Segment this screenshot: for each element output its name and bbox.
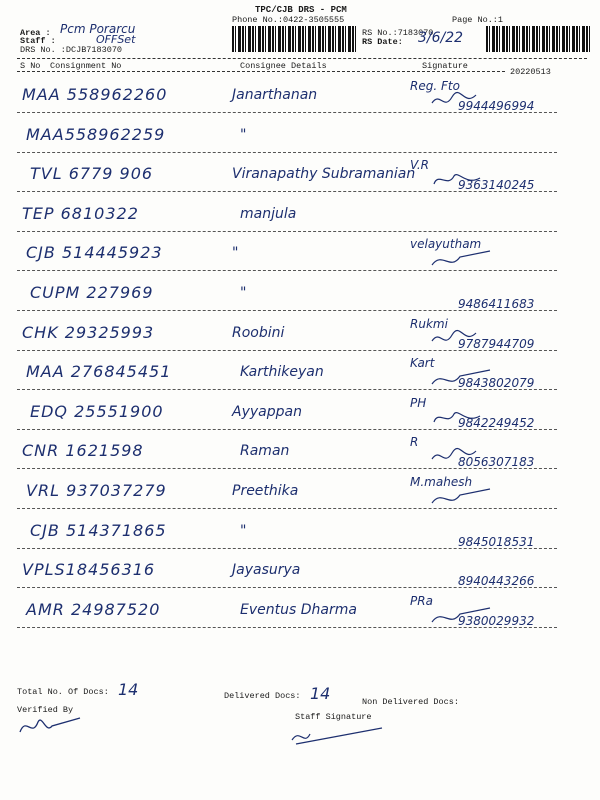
column-divider	[17, 71, 505, 72]
row-divider	[17, 191, 557, 192]
recipient-phone: 9787944709	[458, 336, 535, 351]
recipient-signature: R	[410, 435, 419, 450]
total-docs-label: Total No. Of Docs:	[17, 687, 109, 697]
consignee-name: Viranapathy Subramanian	[232, 166, 416, 183]
barcode-left	[232, 26, 356, 52]
row-divider	[17, 231, 557, 232]
staff-signature	[286, 722, 386, 750]
delivered-docs-label: Delivered Docs:	[224, 691, 301, 701]
staff-value: OFFSet	[96, 33, 136, 46]
rs-date-value: 3/6/22	[418, 30, 464, 46]
consignment-number: CJB 514445923	[26, 243, 163, 263]
row-divider	[17, 627, 557, 628]
phone-number: Phone No.:0422-3505555	[232, 15, 345, 25]
document-title: TPC/CJB DRS - PCM	[255, 5, 347, 15]
consignment-number: MAA 276845451	[26, 362, 172, 382]
drs-number: DRS No. :DCJB7183070	[20, 45, 123, 55]
row-divider	[17, 112, 557, 113]
row-divider	[17, 350, 557, 351]
row-divider	[17, 270, 557, 271]
column-consignee: Consignee Details	[240, 61, 327, 71]
consignment-number: CNR 1621598	[22, 441, 144, 461]
staff-signature-label: Staff Signature	[295, 712, 372, 722]
consignment-number: CUPM 227969	[30, 283, 154, 302]
recipient-phone: 9843802079	[458, 376, 535, 391]
consignment-number: TEP 6810322	[22, 203, 139, 223]
verified-by-label: Verified By	[17, 705, 74, 715]
row-divider	[17, 587, 557, 588]
consignee-name: Preethika	[232, 483, 299, 499]
consignee-name: Janarthanan	[232, 87, 318, 103]
consignment-number: MAA558962259	[26, 124, 166, 144]
delivered-docs-value: 14	[310, 684, 331, 703]
recipient-signature: Kart	[410, 356, 435, 371]
row-divider	[17, 389, 557, 390]
recipient-phone: 9842249452	[458, 415, 535, 430]
column-signature: Signature	[422, 61, 468, 71]
consignment-number: AMR 24987520	[26, 599, 161, 619]
row-divider	[17, 429, 557, 430]
row-divider	[17, 548, 557, 549]
row-divider	[17, 508, 557, 509]
consignee-name: Eventus Dharma	[240, 601, 357, 618]
consignee-name: manjula	[240, 205, 297, 222]
barcode-right	[486, 26, 590, 52]
consignment-number: CJB 514371865	[30, 520, 167, 540]
staff-label: Staff :	[20, 36, 56, 46]
consignment-number: TVL 6779 906	[30, 164, 154, 184]
verified-signature	[16, 712, 86, 742]
recipient-phone: 9486411683	[458, 297, 535, 311]
consignee-name: Ayyappan	[232, 403, 302, 420]
recipient-signature: PRa	[410, 593, 433, 608]
signature-scribble	[430, 485, 500, 509]
row-divider	[17, 468, 557, 469]
area-value: Pcm Porarcu	[60, 22, 136, 36]
recipient-phone: 9363140245	[458, 178, 535, 193]
consignee-name: Jayasurya	[232, 562, 301, 579]
recipient-phone: 9845018531	[458, 534, 535, 549]
row-divider	[17, 310, 557, 311]
consignee-name: "	[240, 522, 247, 539]
non-delivered-docs-label: Non Delivered Docs:	[362, 697, 459, 707]
recipient-phone: 8940443266	[458, 574, 535, 589]
signature-scribble	[430, 247, 500, 271]
recipient-signature: V.R	[410, 158, 429, 173]
consignee-name: "	[240, 285, 247, 301]
page-number: Page No.:1	[452, 15, 504, 25]
recipient-phone: 9380029932	[458, 613, 535, 628]
column-consignment: Consignment No	[50, 61, 122, 71]
rs-number: RS No.:7183070	[362, 28, 434, 38]
date-code: 20220513	[510, 67, 551, 77]
total-docs-value: 14	[118, 680, 139, 699]
row-divider	[17, 152, 557, 153]
recipient-signature: Rukmi	[410, 316, 448, 331]
recipient-phone: 9944496994	[458, 99, 535, 113]
consignee-name: "	[232, 245, 239, 262]
consignee-name: Roobini	[232, 324, 285, 341]
consignee-name: Raman	[240, 443, 290, 460]
recipient-signature: M.mahesh	[410, 475, 473, 489]
header-divider	[17, 58, 587, 59]
consignee-name: "	[240, 126, 247, 143]
consignment-number: VPLS18456316	[22, 560, 156, 580]
rs-date-label: RS Date:	[362, 37, 403, 47]
recipient-signature: velayutham	[410, 237, 482, 252]
recipient-signature: Reg. Fto	[410, 79, 460, 93]
consignment-number: VRL 937037279	[26, 481, 167, 500]
consignment-number: MAA 558962260	[22, 85, 168, 104]
consignment-number: CHK 29325993	[22, 322, 155, 342]
area-label: Area :	[20, 28, 51, 38]
column-sno: S No	[20, 61, 41, 71]
consignee-name: Karthikeyan	[240, 364, 324, 381]
consignment-number: EDQ 25551900	[30, 401, 164, 421]
recipient-signature: PH	[410, 395, 427, 410]
recipient-phone: 8056307183	[458, 455, 535, 470]
